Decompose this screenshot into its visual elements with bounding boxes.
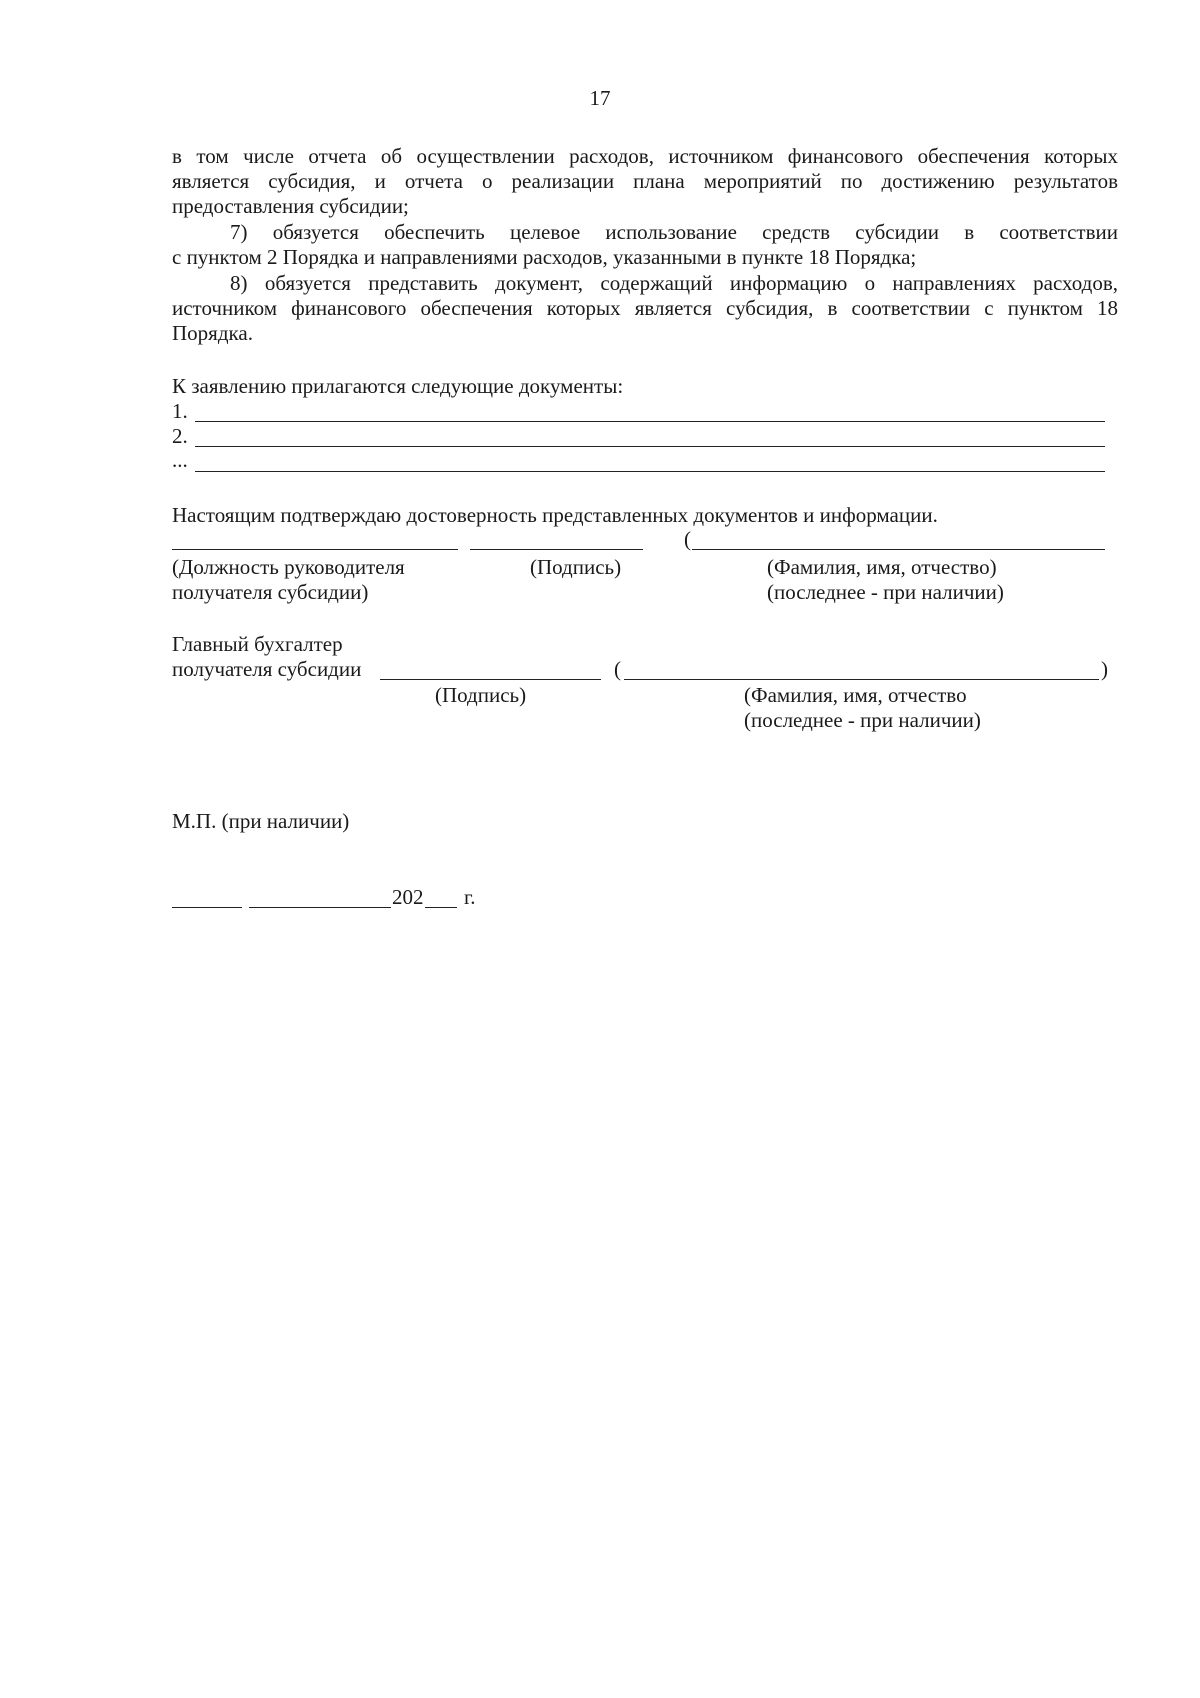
paragraph-continuation-line-3: предоставления субсидии; — [172, 194, 409, 218]
date-month-field[interactable] — [249, 907, 391, 908]
accountant-signature-label: (Подпись) — [435, 683, 527, 707]
open-paren: ( — [684, 527, 691, 551]
attachment-field-1[interactable] — [195, 421, 1105, 422]
attachments-heading: К заявлению прилагаются следующие документы: — [172, 374, 624, 398]
date-year-field[interactable] — [425, 907, 457, 908]
accountant-open-paren: ( — [614, 657, 621, 681]
fio-field[interactable] — [692, 549, 1105, 550]
attachment-field-3[interactable] — [195, 471, 1105, 472]
accountant-fio-field[interactable] — [624, 679, 1099, 680]
accountant-title: Главный бухгалтер — [172, 632, 343, 656]
item-8-line-3: Порядка. — [172, 321, 253, 345]
position-label: (Должность руководителя — [172, 555, 405, 579]
accountant-close-paren: ) — [1101, 657, 1108, 681]
item-8-line-1: 8) обязуется представить документ, содержащий информацию о направлениях расходов, — [230, 271, 1118, 295]
paragraph-continuation-line-1: в том числе отчета об осуществлении расходов, источником финансового обеспечения которых — [172, 144, 1118, 168]
accountant-fio-label-line-2: (последнее - при наличии) — [744, 708, 981, 732]
item-7-line-2: с пунктом 2 Порядка и направлениями расходов, указанными в пункте 18 Порядка; — [172, 245, 917, 269]
paragraph-continuation-line-2: является субсидия, и отчета о реализации плана мероприятий по достижению результатов — [172, 169, 1118, 193]
accountant-title-line-2: получателя субсидии — [172, 657, 362, 681]
item-7-line-1: 7) обязуется обеспечить целевое использование средств субсидии в соответствии — [230, 220, 1118, 244]
accountant-signature-field[interactable] — [380, 679, 601, 680]
date-year-prefix: 202 — [392, 885, 424, 909]
date-suffix: г. — [464, 885, 476, 909]
attachment-number: ... — [172, 448, 188, 472]
attachment-number: 1. — [172, 399, 188, 423]
attachment-number: 2. — [172, 424, 188, 448]
confirmation-text: Настоящим подтверждаю достоверность представленных документов и информации. — [172, 503, 938, 527]
position-field[interactable] — [172, 549, 458, 550]
attachment-field-2[interactable] — [195, 446, 1105, 447]
fio-label: (Фамилия, имя, отчество) — [767, 555, 997, 579]
position-label-line-2: получателя субсидии) — [172, 580, 369, 604]
item-8-line-2: источником финансового обеспечения которых является субсидия, в соответствии с пунктом 18 — [172, 296, 1118, 320]
fio-label-line-2: (последнее - при наличии) — [767, 580, 1004, 604]
accountant-fio-label: (Фамилия, имя, отчество — [744, 683, 967, 707]
date-day-field[interactable] — [172, 907, 242, 908]
stamp-label: М.П. (при наличии) — [172, 809, 350, 833]
page-number: 17 — [589, 86, 611, 110]
signature-label: (Подпись) — [530, 555, 622, 579]
signature-field[interactable] — [470, 549, 643, 550]
